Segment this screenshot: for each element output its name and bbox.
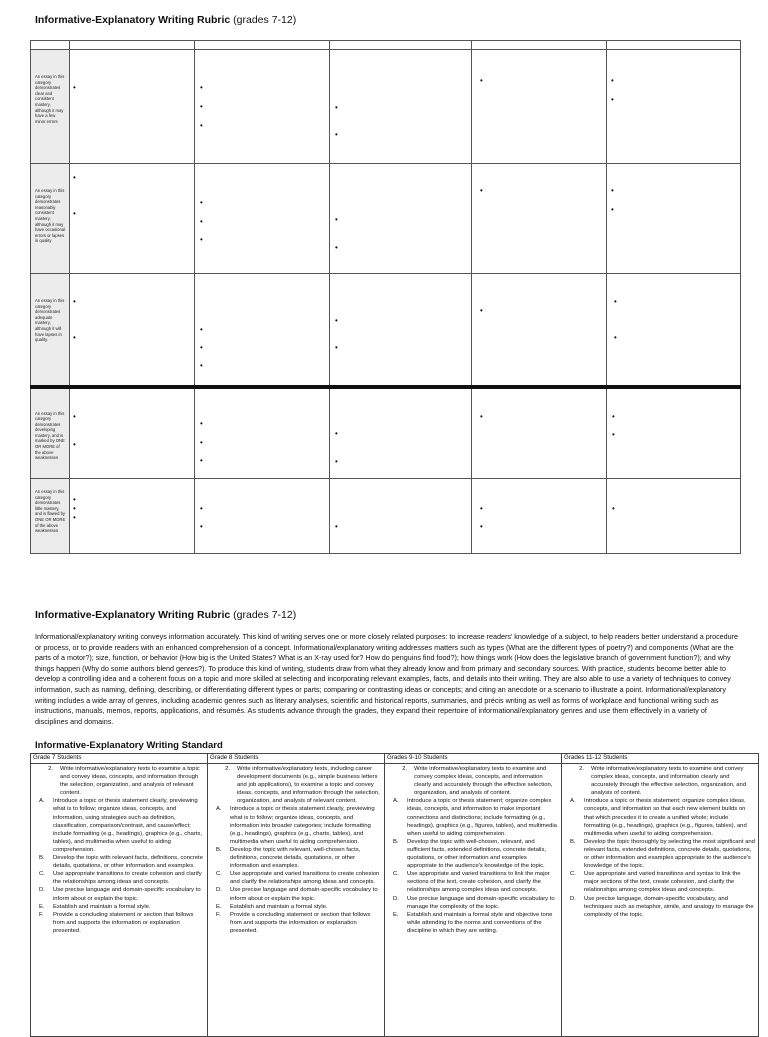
- bullet: •: [335, 316, 338, 325]
- standard-item: [389, 870, 558, 894]
- standard-item-number: F.: [216, 911, 221, 918]
- standard-item: [212, 911, 381, 935]
- standard-item-text: Establish and maintain a formal style.: [230, 903, 328, 910]
- bullet: •: [612, 411, 615, 421]
- standard-item: [389, 797, 558, 837]
- standard-item-text: Establish and maintain a formal style and objective tone while attending to the norms and conventions of the discipline in which they are writing.: [407, 911, 553, 934]
- standard-item-text: Develop the topic thoroughly by selecting the most significant and relevant facts, extended definitions, concrete details, quotations, or other information and examples appropriate to the audience's knowledge of the topic.: [584, 838, 755, 870]
- standard-item: [35, 797, 204, 854]
- standard-item-text: Use precise language and domain-specific vocabulary to inform about or explain the topic.: [230, 887, 378, 902]
- standard-item: [35, 765, 204, 797]
- standard-item-number: E.: [39, 903, 45, 910]
- standard-item-text: Write informative/explanatory texts to examine and convey complex ideas, concepts, and information clearly and accurately through the effective selection, organization, and analysis of content.: [414, 766, 553, 797]
- standard-item-number: 2.: [48, 766, 53, 772]
- standard-item: [35, 903, 204, 911]
- bullet: •: [335, 343, 338, 352]
- bullet: •: [200, 343, 203, 352]
- standard-item: [35, 886, 204, 902]
- standard-item-number: 2.: [579, 766, 584, 772]
- standard-item-number: A.: [570, 798, 576, 805]
- standard-item-number: A.: [393, 798, 399, 805]
- standard-item-number: A.: [39, 798, 45, 805]
- standard-item-number: D.: [570, 895, 576, 902]
- standard-item: [389, 911, 558, 935]
- standard-item-text: Provide a concluding statement or section that follows from and supports the information or explanation presented.: [230, 911, 371, 934]
- standard-item: [35, 870, 204, 886]
- standard-item: [212, 846, 381, 870]
- standard-item-number: D.: [393, 895, 399, 902]
- column-header: Grade 7 Students: [31, 754, 208, 764]
- standard-item: [566, 895, 755, 919]
- bullet: •: [200, 418, 203, 428]
- bullet: •: [335, 456, 338, 466]
- column-header: Grades 9-10 Students: [385, 754, 562, 764]
- rubric-row: [31, 50, 741, 164]
- bullet: •: [200, 198, 203, 207]
- rubric-row: [31, 387, 741, 479]
- bullet: •: [480, 306, 483, 315]
- bullet: •: [200, 83, 203, 92]
- bullet: •: [612, 429, 615, 439]
- rubric-title-grades: (grades 7-12): [233, 14, 297, 26]
- standard-item: [212, 870, 381, 886]
- standard-item-number: 2.: [225, 766, 230, 772]
- standard-item-number: 2.: [402, 766, 407, 772]
- standard-item: [389, 765, 558, 797]
- standard-item-number: F.: [39, 911, 44, 918]
- standard-item: [389, 838, 558, 870]
- standards-column: [562, 764, 759, 1037]
- bullet: •: [200, 455, 203, 465]
- standard-item: [212, 886, 381, 902]
- column-header: Grade 8 Students: [208, 754, 385, 764]
- standard-item-number: C.: [570, 871, 576, 878]
- standard-item-number: E.: [216, 903, 222, 910]
- bullet: •: [335, 103, 338, 112]
- standard-item: [566, 797, 755, 837]
- standard-item-text: Develop the topic with relevant facts, definitions, concrete details, quotations, or other information and examples.: [53, 855, 203, 870]
- bullet: •: [611, 95, 614, 104]
- standard-item-number: C.: [216, 871, 222, 878]
- bullet: •: [73, 411, 76, 421]
- rubric-row-description: An essay in this category demonstrates adequate mastery, although it will have lapses in quality.: [31, 274, 70, 387]
- intro-paragraph: Informational/explanatory writing conveys information accurately. This kind of writing serves one or more closely related purposes: to increase readers' knowledge of a subject, to help readers better understand a procedure or process, or to provide readers with an enhanced comprehension of a concept. Informational/explanatory writing addresses matters such as types (What are the different types of poetry?) and components (What are the parts of a motor?); size, function, or behavior (How big is the United States? What is an X-ray used for? How do penguins find food?); how things work (How does the legislative branch of government function?); and why things happen (Why do some authors blend genres?). To produce this kind of writing, students draw from what they already know and from primary and secondary sources. With practice, students become better able to develop a controlling idea and a coherent focus on a topic and more skilled at selecting and incorporating relevant examples, facts, and details into their writing. They are also able to use a variety of techniques to convey information, such as naming, defining, describing, or differentiating different types or parts; comparing or contrasting ideas or concepts; and citing an anecdote or a scenario to illustrate a point. Informational/explanatory writing includes a wide array of genres, including academic genres such as literary analyses, scientific and historical reports, summaries, and précis writing as well as forms of workplace and functional writing such as instructions, manuals, memos, reports, applications, and résumés. As students advance through the grades, they expand their repertoire of informational/explanatory genres and use them effectively in a variety of disciplines and domains.: [35, 632, 739, 726]
- bullet: •: [73, 209, 76, 218]
- bullet: •: [611, 186, 614, 195]
- standards-column: [385, 764, 562, 1037]
- rubric-title-top: [35, 14, 296, 26]
- standard-item-text: Introduce a topic or thesis statement; organize complex ideas, concepts, and information to make important connections and distinctions; include formatting (e.g., headings), graphics (e.g., figures, tables), and multimedia when useful to aiding comprehension.: [407, 798, 557, 837]
- standard-item-text: Use precise language and domain-specific vocabulary to manage the complexity of the topic.: [407, 895, 555, 910]
- bullet: •: [73, 495, 76, 504]
- bullet: •: [200, 437, 203, 447]
- standard-item: [566, 838, 755, 870]
- standard-item-text: Develop the topic with relevant, well-chosen facts, definitions, concrete details, quotations, or other information and examples.: [230, 846, 361, 870]
- bullet: •: [200, 102, 203, 111]
- standard-item-text: Introduce a topic or thesis statement clearly, previewing what is to follow; organize ideas, concepts, and information, using strategies such as definition, classification, comparison/contrast, and cause/effect; include formatting (e.g., headings), graphics (e.g., charts, tables), and multimedia when useful to aiding comprehension.: [53, 798, 202, 853]
- standard-item-text: Use appropriate and varied transitions and syntax to link the major sections of the text, create cohesion, and clarify the relationships among complex ideas and concepts.: [584, 871, 741, 894]
- bullet: •: [611, 205, 614, 214]
- rubric-title-grades: (grades 7-12): [233, 609, 297, 621]
- standard-item-number: B.: [39, 855, 45, 862]
- bullet: •: [73, 173, 76, 182]
- standard-item-text: Provide a concluding statement or section that follows from and supports the information or explanation presented.: [53, 911, 194, 934]
- standards-table: [30, 753, 759, 1037]
- standard-item: [389, 895, 558, 911]
- bullet: •: [611, 76, 614, 85]
- bullet: •: [200, 504, 203, 513]
- standard-item: [212, 805, 381, 845]
- bullet: •: [335, 522, 338, 531]
- bullet: •: [200, 217, 203, 226]
- bullet: •: [200, 235, 203, 244]
- standard-item-number: D.: [216, 887, 222, 894]
- rubric-row-description: An essay in this category demonstrates developing mastery, and is marked by ONE OR MORE of the above weaknesses: [31, 387, 70, 479]
- standard-item: [566, 765, 755, 797]
- standard-title: Informative-Explanatory Writing Standard: [35, 740, 223, 751]
- standard-item-number: D.: [39, 887, 45, 894]
- standard-item-number: B.: [216, 846, 222, 853]
- standard-item-text: Introduce a topic or thesis statement clearly, previewing what is to follow; organize ideas, concepts, and information into broader categories; include formatting (e.g., headings), graphics (e.g., charts, tables), and multimedia when useful to aiding comprehension.: [230, 806, 375, 845]
- bullet: •: [200, 325, 203, 334]
- bullet: •: [614, 333, 617, 342]
- bullet: •: [73, 83, 76, 92]
- bullet: •: [73, 439, 76, 449]
- rubric-title-bold: Informative-Explanatory Writing Rubric: [35, 609, 231, 621]
- standard-item-text: Write informative/explanatory texts to examine a topic and convey ideas, concepts, and information through the selection, organization, and analysis of relevant content.: [60, 766, 200, 797]
- bullet: •: [335, 215, 338, 224]
- standard-item-text: Use appropriate transitions to create cohesion and clarify the relationships among ideas and concepts.: [53, 871, 202, 886]
- bullet: •: [200, 121, 203, 130]
- bullet: •: [335, 130, 338, 139]
- standard-item-text: Use precise language, domain-specific vocabulary, and techniques such as metaphor, simile, and analogy to manage the complexity of the topic.: [584, 895, 754, 918]
- bullet: •: [73, 297, 76, 306]
- standard-item-text: Develop the topic with well-chosen, relevant, and sufficient facts, extended definitions, concrete details, quotations, or other information and examples appropriate to the audience's knowledge of the topic.: [407, 838, 547, 870]
- bullet: •: [335, 428, 338, 438]
- standard-item-text: Use appropriate and varied transitions to link the major sections of the text, create cohesion, and clarify the relationships among complex ideas and concepts.: [407, 871, 550, 894]
- bullet: •: [480, 504, 483, 513]
- standard-item-number: C.: [39, 871, 45, 878]
- rubric-title-second: [35, 609, 296, 621]
- standard-item-text: Write informative/explanatory texts, including career development documents (e.g., simple business letters and job applications), to examine a topic and convey ideas, concepts, and information through the selection, organization, and analysis of relevant content.: [237, 766, 380, 805]
- standard-item: [566, 870, 755, 894]
- rubric-row-description: An essay in this category demonstrates little mastery, and is flawed by ONE OR MORE of the above weaknesses: [31, 479, 70, 554]
- standards-column: [208, 764, 385, 1037]
- rubric-table: [30, 40, 741, 554]
- bullet: •: [73, 513, 76, 522]
- rubric-row: [31, 164, 741, 274]
- standard-item-number: B.: [570, 838, 576, 845]
- standard-item-text: Use precise language and domain-specific vocabulary to inform about or explain the topic.: [53, 887, 201, 902]
- rubric-row-description: An essay in this category demonstrates reasonably consistent mastery, although it may have occasional errors or lapses in quality: [31, 164, 70, 274]
- standard-item-text: Write informative/explanatory texts to examine and convey complex ideas, concepts, and information clearly and accurately through the effective selection, organization, and analysis of content.: [591, 766, 747, 797]
- bullet: •: [73, 333, 76, 342]
- rubric-row: [31, 479, 741, 554]
- standard-item-number: C.: [393, 871, 399, 878]
- bullet: •: [480, 186, 483, 195]
- bullet: •: [73, 504, 76, 513]
- standard-item-number: A.: [216, 806, 222, 813]
- bullet: •: [480, 411, 483, 421]
- standard-item-text: Introduce a topic or thesis statement; organize complex ideas, concepts, and information so that each new element builds on that which precedes it to create a unified whole; include formatting (e.g., headings), graphics (e.g., figures, tables), and multimedia when useful to aiding comprehension.: [584, 798, 747, 837]
- standard-item-text: Use appropriate and varied transitions to create cohesion and clarify the relationships among ideas and concepts.: [230, 871, 380, 886]
- standard-item-text: Establish and maintain a formal style.: [53, 903, 151, 910]
- bullet: •: [480, 76, 483, 85]
- bullet: •: [612, 504, 615, 513]
- standard-item-number: E.: [393, 911, 399, 918]
- rubric-row-description: An essay in this category demonstrates clear and consistent mastery, although it may have a few minor errors: [31, 50, 70, 164]
- standards-column: [31, 764, 208, 1037]
- standards-body-row: [31, 764, 759, 1037]
- standard-item: [212, 903, 381, 911]
- rubric-title-bold: Informative-Explanatory Writing Rubric: [35, 14, 231, 26]
- standard-item: [212, 765, 381, 805]
- bullet: •: [480, 522, 483, 531]
- standard-item: [35, 854, 204, 870]
- bullet: •: [200, 522, 203, 531]
- bullet: •: [200, 361, 203, 370]
- bullet: •: [614, 297, 617, 306]
- standard-item: [35, 911, 204, 935]
- rubric-row: [31, 274, 741, 387]
- column-header: Grades 11-12 Students: [562, 754, 759, 764]
- standards-header-row: [31, 754, 759, 764]
- rubric-header-row: [31, 41, 741, 50]
- bullet: •: [335, 243, 338, 252]
- standard-item-number: B.: [393, 838, 399, 845]
